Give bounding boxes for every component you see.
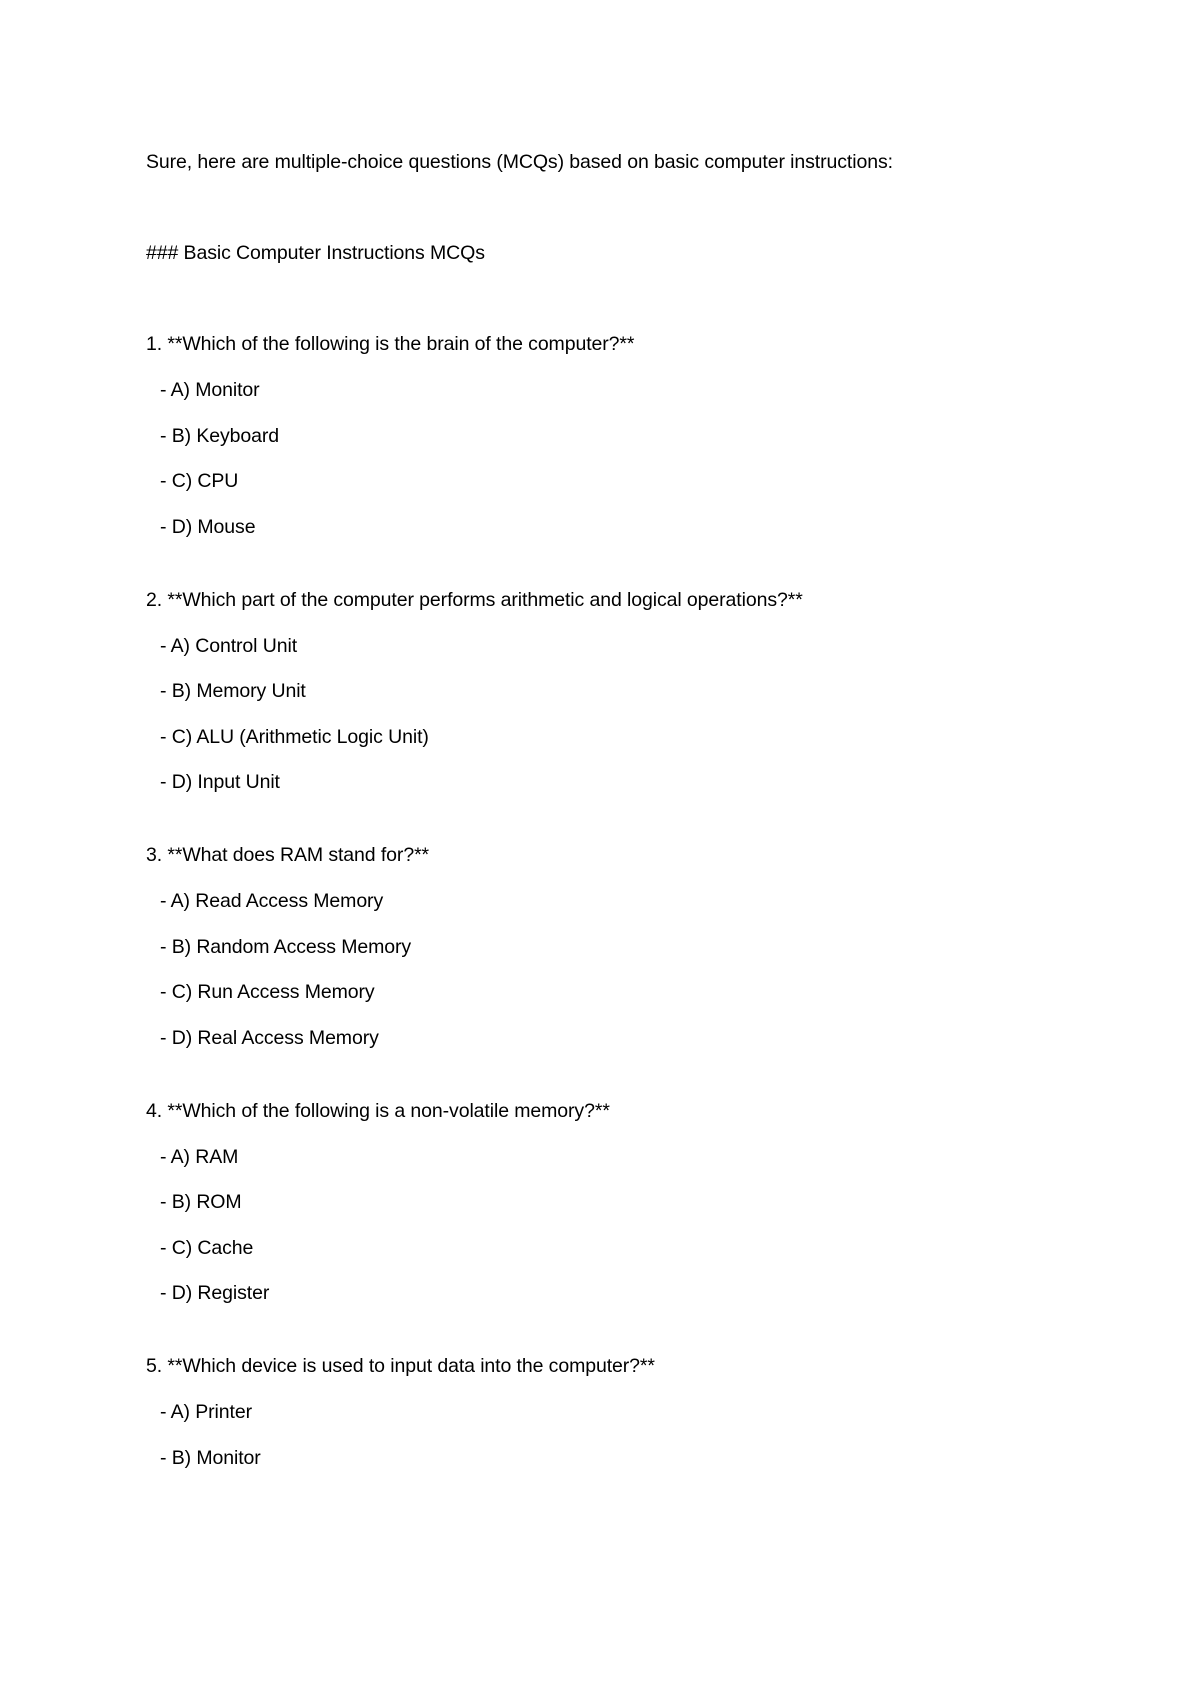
question-title: 1. **Which of the following is the brain of the computer?**: [146, 333, 635, 355]
question-title: 2. **Which part of the computer performs arithmetic and logical operations?**: [146, 588, 803, 611]
question-1: [146, 330, 1126, 541]
option-b: - B) Keyboard: [160, 424, 280, 447]
option-b: - B) Memory Unit: [160, 680, 306, 702]
question-title: 3. **What does RAM stand for?**: [146, 844, 430, 866]
question-title: 5. **Which device is used to input data into the computer?**: [146, 1355, 655, 1377]
option-b: - B) Random Access Memory: [160, 935, 412, 958]
option-a: - A) Monitor: [160, 379, 260, 401]
option-a: - A) Read Access Memory: [160, 890, 384, 912]
option-c: - C) CPU: [160, 470, 239, 492]
option-b: - B) Monitor: [160, 1446, 261, 1469]
option-a: - A) Printer: [160, 1401, 252, 1423]
option-d: - D) Real Access Memory: [160, 1026, 379, 1049]
option-b: - B) ROM: [160, 1191, 242, 1213]
intro-text: Sure, here are multiple-choice questions (MCQs) based on basic computer instructions:: [146, 151, 893, 173]
option-c: - C) Cache: [160, 1236, 254, 1259]
question-5: [146, 1352, 1126, 1472]
option-c: - C) Run Access Memory: [160, 981, 375, 1003]
section-heading: ### Basic Computer Instructions MCQs: [146, 242, 485, 264]
option-d: - D) Mouse: [160, 515, 256, 538]
option-a: - A) Control Unit: [160, 634, 298, 657]
question-3: [146, 841, 1126, 1052]
option-d: - D) Register: [160, 1282, 270, 1304]
option-c: - C) ALU (Arithmetic Logic Unit): [160, 725, 429, 748]
question-title: 4. **Which of the following is a non-volatile memory?**: [146, 1099, 610, 1122]
question-2: [146, 586, 1126, 797]
question-4: [146, 1097, 1126, 1308]
option-d: - D) Input Unit: [160, 771, 280, 793]
document-body: [146, 148, 1126, 1517]
option-a: - A) RAM: [160, 1145, 239, 1168]
